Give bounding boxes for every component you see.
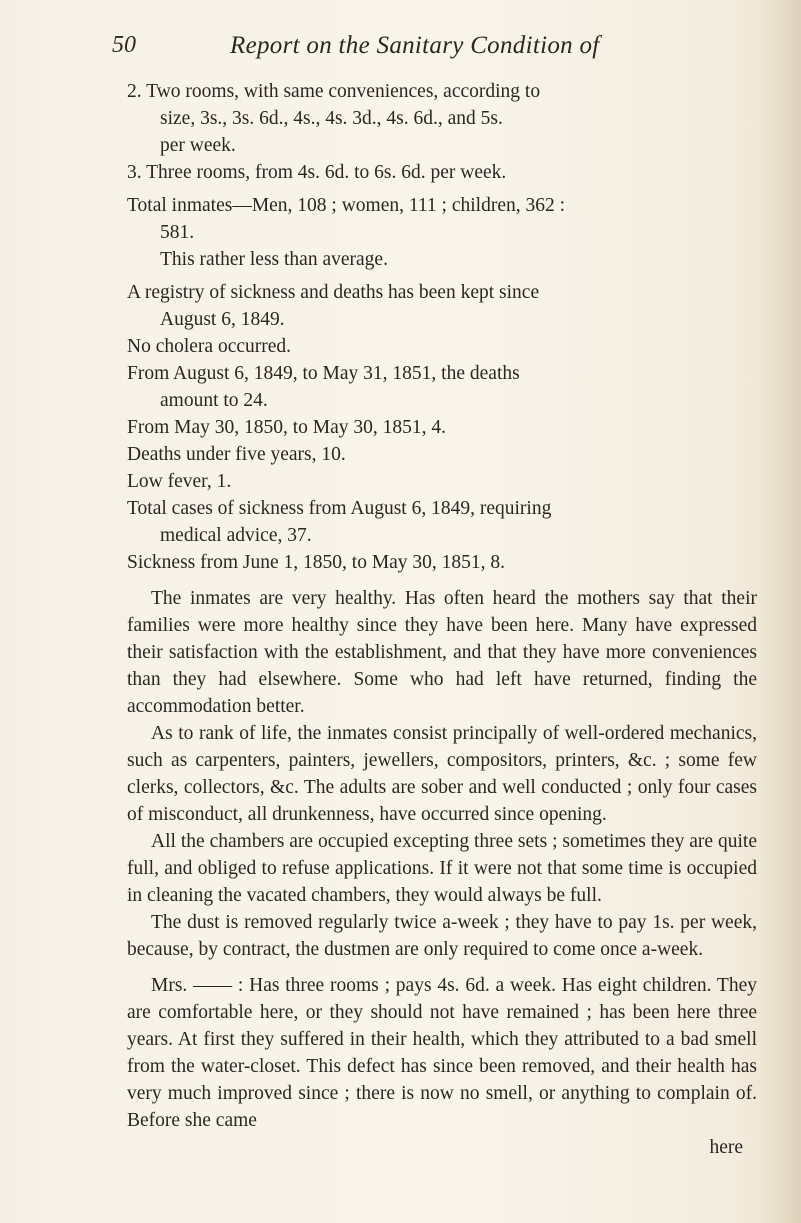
total-inmates-line1: Total inmates—Men, 108 ; women, 111 ; children, 362 :	[127, 195, 566, 216]
page-number: 50	[112, 32, 136, 58]
may-line: From May 30, 1850, to May 30, 1851, 4.	[127, 417, 447, 438]
registry-continuation	[127, 306, 757, 333]
paragraph-health: The inmates are very healthy. Has often heard the mothers say that their families were more healthy since they have been here. Many have expressed their satisfaction with the establishment, and that they have more conveniences than they had elsewhere. Some who had left have returned, finding the accommodation better.	[127, 588, 757, 717]
catchword: here	[709, 1137, 743, 1158]
running-title: Report on the Sanitary Condition of	[230, 32, 600, 59]
paragraph-chambers: All the chambers are occupied excepting three sets ; sometimes they are quite full, and obliged to refuse applications. If it were not that some time is occupied in cleaning the vacated chambers, they would always be full.	[127, 831, 757, 906]
paragraph-dust: The dust is removed regularly twice a-week ; they have to pay 1s. per week, because, by contract, the dustmen are only required to come once a-week.	[127, 912, 757, 960]
average-note: This rather less than average.	[160, 249, 388, 270]
cholera-line: No cholera occurred.	[127, 336, 292, 357]
deaths-statement	[127, 360, 757, 387]
page-edge-shadow	[761, 0, 801, 1223]
total-cases	[127, 495, 757, 522]
low-fever	[127, 468, 757, 495]
registry-line2: August 6, 1849.	[160, 309, 285, 330]
total-inmates-line2: 581.	[160, 222, 195, 243]
deaths-continuation	[127, 387, 757, 414]
item2-line3: per week.	[160, 135, 236, 156]
registry-line1: A registry of sickness and deaths has been kept since	[127, 282, 540, 303]
under-five-line: Deaths under five years, 10.	[127, 444, 346, 465]
running-head	[112, 8, 752, 68]
registry-statement	[127, 279, 757, 306]
may-period	[127, 414, 757, 441]
list-item-two-rooms	[127, 78, 757, 105]
item3-line: 3. Three rooms, from 4s. 6d. to 6s. 6d. per week.	[127, 162, 507, 183]
page-body	[127, 78, 757, 1161]
list-item-three-rooms	[127, 159, 757, 186]
paragraph-rank-of-life: As to rank of life, the inmates consist principally of well-ordered mechanics, such as carpenters, painters, jewellers, compositors, printers, &c. ; some few clerks, collectors, &c. The adults are sober and well conducted ; only four cases of misconduct, all drunkenness, have occurred since opening.	[127, 723, 757, 825]
item2-line1: 2. Two rooms, with same conveniences, according to	[127, 81, 541, 102]
total-cases-continuation	[127, 522, 757, 549]
item2-continuation	[127, 105, 757, 159]
total-inmates-continuation	[127, 219, 757, 273]
total-cases-line2: medical advice, 37.	[160, 525, 312, 546]
item2-line2: size, 3s., 3s. 6d., 4s., 4s. 3d., 4s. 6d., and 5s.	[160, 108, 503, 129]
deaths-under-five	[127, 441, 757, 468]
paragraph-mrs-testimony: Mrs. —— : Has three rooms ; pays 4s. 6d. a week. Has eight children. They are comfortable here, or they should not have remained ; has been here three years. At first they suffered in their health, which they attributed to a bad smell from the water-closet. This defect has since been removed, and their health has very much improved since ; there is now no smell, or anything to complain of. Before she came	[127, 975, 757, 1131]
total-cases-line1: Total cases of sickness from August 6, 1849, requiring	[127, 498, 552, 519]
fever-line: Low fever, 1.	[127, 471, 232, 492]
cholera-note	[127, 333, 757, 360]
deaths-line1: From August 6, 1849, to May 31, 1851, the deaths	[127, 363, 520, 384]
deaths-line2: amount to 24.	[160, 390, 268, 411]
sickness-line: Sickness from June 1, 1850, to May 30, 1851, 8.	[127, 552, 506, 573]
sickness-period	[127, 549, 757, 576]
total-inmates	[127, 192, 757, 219]
